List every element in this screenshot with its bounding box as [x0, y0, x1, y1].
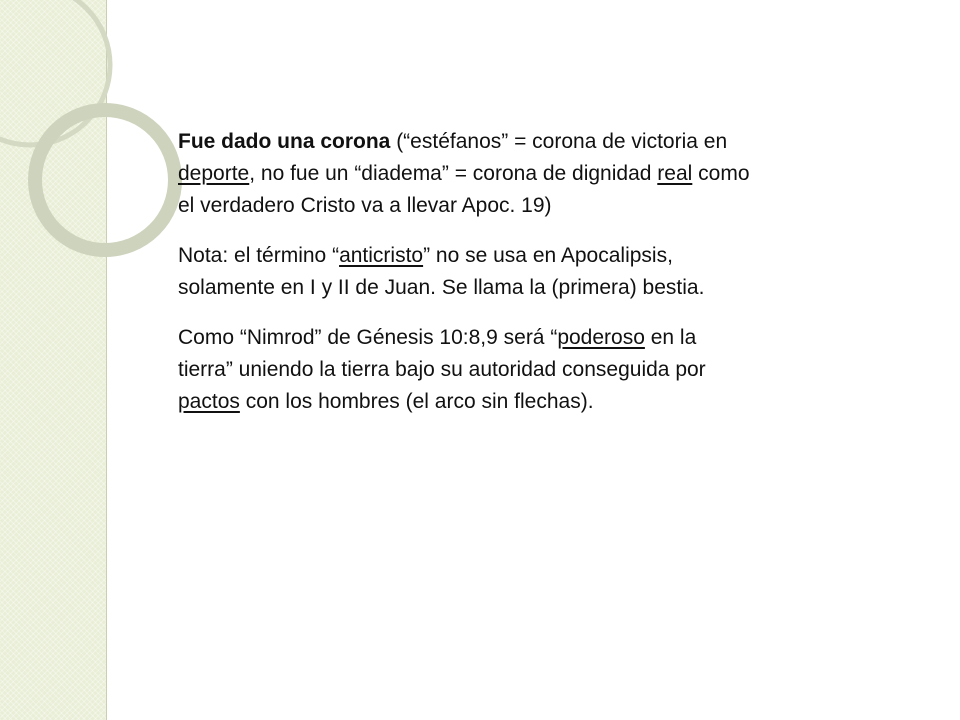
text-run: con los hombres (el arco sin flechas).	[239, 390, 594, 413]
paragraph-nota	[178, 240, 898, 304]
paragraph1-line2	[178, 158, 898, 190]
paragraph2-line1	[178, 240, 898, 272]
underlined-word-pactos: pactos	[178, 390, 240, 413]
paragraph1-line1	[178, 126, 898, 158]
text-run: como	[692, 162, 750, 185]
text-run: Como “Nimrod” de Génesis 10:8,9 será “	[178, 326, 558, 349]
bold-phrase: Fue dado una corona	[178, 130, 391, 153]
paragraph2-line2: solamente en I y II de Juan. Se llama la (primera) bestia.	[178, 276, 705, 299]
text-run: en la	[644, 326, 697, 349]
underlined-word-real: real	[657, 162, 693, 185]
paragraph3-line3	[178, 386, 898, 418]
underlined-word-deporte: deporte	[178, 162, 250, 185]
paragraph-nimrod	[178, 322, 898, 418]
slide-body	[178, 126, 898, 436]
paragraph3-line1	[178, 322, 898, 354]
decorative-side-panel	[0, 0, 107, 720]
underlined-word-poderoso: poderoso	[557, 326, 645, 349]
paragraph3-line2: tierra” uniendo la tierra bajo su autoridad conseguida por	[178, 358, 706, 381]
text-run: Nota: el término “	[178, 244, 340, 267]
paragraph1-line3: el verdadero Cristo va a llevar Apoc. 19)	[178, 194, 552, 217]
text-run: (“estéfanos” = corona de victoria en	[390, 130, 728, 153]
text-run: , no fue un “diadema” = corona de dignidad	[249, 162, 658, 185]
underlined-word-anticristo: anticristo	[339, 244, 424, 267]
text-run: ” no se usa en Apocalipsis,	[423, 244, 673, 267]
paragraph-corona	[178, 126, 898, 222]
